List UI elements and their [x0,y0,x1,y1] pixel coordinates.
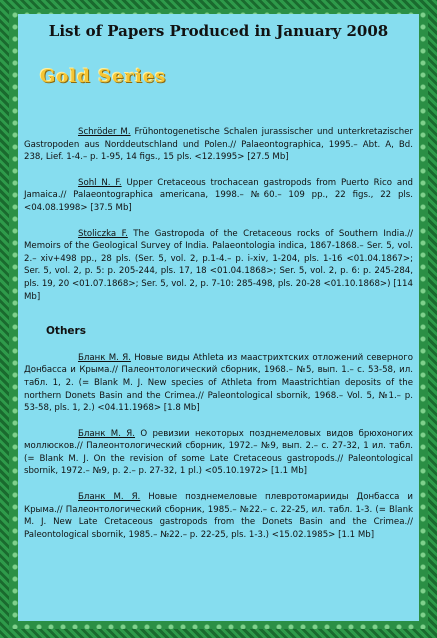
entry-text: The Gastropoda of the Cretaceous rocks of Southern India.// Memoirs of the Geological Survey of India. Palaeontologia indica, 1867-1868.– Ser. 5, vol. 2.– xiv+498 pp., 28 pls. (Ser. 5, vol. 2, p.1-4.– p. i-xiv, 1-204, pls. 1-16 <01.04.1867>; Ser. 5, vol. 2, p. 5: p. 205-244, pls. 17, 18 <01.04.1868>; Ser. 5, vol. 2, p. 6: p. 245-284, pls. 19, 20 <01.07.1868>; Ser. 5, vol. 2, p. 7-10: 285-498, pls. 20-28 <01.10.1868>) [114 Mb] [24,228,413,302]
gold-series-heading: Gold Series [40,66,167,87]
author-link[interactable]: Бланк М. Я. [78,492,141,503]
list-item [24,177,413,215]
list-item [24,491,413,541]
list-item [24,428,413,478]
content-panel [18,14,419,621]
author-link[interactable]: Бланк М. Я. [78,428,136,439]
author-link[interactable]: Sohl N. F. [78,177,122,188]
list-item [24,228,413,304]
author-link[interactable]: Бланк М. Я. [78,352,131,363]
entry-text: Upper Cretaceous trochacean gastropods from Puerto Rico and Jamaica.// Palaeontographica americana, 1998.– №60.– 109 pp., 22 figs., 22 pls. <04.08.1998> [37.5 Mb] [24,177,414,213]
entries-list [24,126,413,554]
entry-text: Новые виды Athleta из маастрихтских отложений северного Донбасса и Крыма.// Палеонтологический сборник, 1968.– №5, вып. 1.– с. 53-58, ил. табл. 1, 2. (= Blank M. J. New species of Athleta from Maastrichtian deposits of the northern Donets Basin and the Crimea.// Paleontological sbornik, 1968.– Vol. 5, №1.– p. 53-58, pls. 1, 2.) <04.11.1968> [1.8 Mb] [24,352,413,414]
others-heading: Others [46,325,86,338]
author-link[interactable]: Schröder M. [78,127,131,137]
entry-text: Новые позднемеловые плевротомарииды Донбасса и Крыма.// Палеонтологический сборник, 1985.– №22.– с. 22-25, ил. табл. 1-3. (= Blank M. J. New Late Cretaceous gastropods from the Donets Basin and the Crimea.// Paleontological sbornik, 1985.– №22.– p. 22-25, pls. 1-3.) <15.02.1985> [1.1 Mb] [24,492,413,540]
list-item [24,126,413,164]
entry-text: Frühontogenetische Schalen jurassischer und unterkretazischer Gastropoden aus Norddeutschland und Polen.// Palaeontographica, 1995.– Abt. A, Bd. 238, Lief. 1-4.– p. 1-95, 14 figs., 15 pls. <12.1995> [27.5 Mb] [24,127,414,163]
page-title: List of Papers Produced in January 2008 [48,22,389,40]
list-item [24,352,413,415]
author-link[interactable]: Stoliczka F. [78,228,128,239]
entry-text: О ревизии некоторых позднемеловых видов брюхоногих моллюсков.// Палеонтологический сборник, 1972.– №9, вып. 2.– с. 27-32, 1 ил. табл. (= Blank M. J. On the revision of some Late Cretaceous gastropods.// Paleontological sbornik, 1972.– №9, p. 2.– p. 27-32, 1 pl.) <05.10.1972> [1.1 Mb] [24,428,413,477]
